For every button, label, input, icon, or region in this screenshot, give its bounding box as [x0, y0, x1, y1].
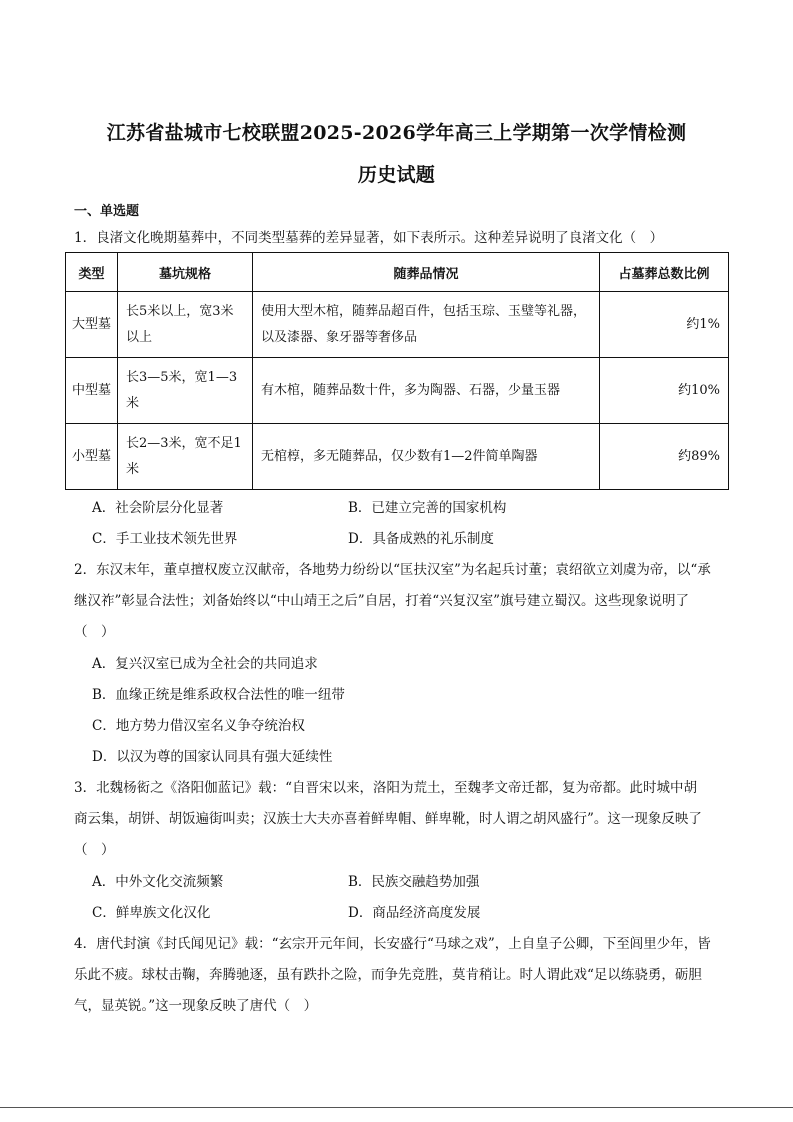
exam-subtitle: 历史试题 [357, 164, 436, 186]
q1-option-d[interactable]: D．具备成熟的礼乐制度 [348, 531, 494, 547]
q3-option-d[interactable]: D．商品经济高度发展 [348, 905, 481, 921]
q1-option-b[interactable]: B．已建立完善的国家机构 [348, 500, 507, 516]
table-cell-goods: 无棺椁，多无随葬品，仅少数有1—2件简单陶器 [253, 424, 600, 490]
table-row [66, 358, 729, 424]
table-row [66, 292, 729, 358]
q3-option-b[interactable]: B．民族交融趋势加强 [348, 874, 480, 890]
table-cell-size: 长2—3米，宽不足1米 [118, 424, 253, 490]
q2-option-c[interactable]: C．地方势力借汉室名义争夺统治权 [92, 718, 305, 734]
table-cell-type: 大型墓 [66, 292, 118, 358]
table-header-cell: 类型 [66, 253, 118, 292]
table-cell-ratio: 约10% [600, 358, 729, 424]
q2-option-d[interactable]: D．以汉为尊的国家认同具有强大延续性 [92, 749, 333, 765]
table-header-row [66, 253, 729, 292]
q3-option-a[interactable]: A．中外文化交流频繁 [92, 874, 224, 890]
q2-stem-line-2: 继汉祚”彰显合法性；刘备始终以“中山靖王之后”自居，打着“兴复汉室”旗号建立蜀汉。这些现象说明了 [74, 593, 690, 609]
q4-stem-line-3: 气，显英锐。”这一现象反映了唐代（ ） [74, 998, 318, 1014]
q4-stem-line-2: 乐此不疲。球杖击鞠，奔腾驰逐，虽有跌扑之险，而争先竞胜，莫肯稍让。时人谓此戏“足以练骁勇，砺胆 [74, 967, 702, 983]
section-heading: 一、单选题 [74, 204, 140, 219]
table-header-cell: 占墓葬总数比例 [600, 253, 729, 292]
table-cell-size: 长3—5米，宽1—3米 [118, 358, 253, 424]
q3-stem-line-1: 3．北魏杨衒之《洛阳伽蓝记》载：“自晋宋以来，洛阳为荒土，至魏孝文帝迁都，复为帝都。此时城中胡 [74, 780, 697, 796]
table-cell-type: 中型墓 [66, 358, 118, 424]
q1-option-c[interactable]: C．手工业技术领先世界 [92, 531, 238, 547]
table-header-cell: 墓坑规格 [118, 253, 253, 292]
table-cell-goods: 使用大型木棺，随葬品超百件，包括玉琮、玉璧等礼器，以及漆器、象牙器等奢侈品 [253, 292, 600, 358]
q2-stem-line-1: 2．东汉末年，董卓擅权废立汉献帝，各地势力纷纷以“匡扶汉室”为名起兵讨董；袁绍欲立刘虞为帝，以“承 [74, 562, 711, 578]
tomb-table [65, 252, 729, 490]
page-bottom-rule [0, 1107, 793, 1108]
q1-option-a[interactable]: A．社会阶层分化显著 [92, 500, 224, 516]
table-cell-goods: 有木棺，随葬品数十件，多为陶器、石器，少量玉器 [253, 358, 600, 424]
table-cell-type: 小型墓 [66, 424, 118, 490]
table-cell-ratio: 约89% [600, 424, 729, 490]
q3-stem-line-2: 商云集，胡饼、胡饭遍街叫卖；汉族士大夫亦喜着鲜卑帽、鲜卑靴，时人谓之胡风盛行”。这一现象反映了 [74, 811, 702, 827]
q3-stem-line-3: （ ） [74, 842, 115, 858]
table-row [66, 424, 729, 490]
q3-option-c[interactable]: C．鲜卑族文化汉化 [92, 905, 211, 921]
table-cell-size: 长5米以上，宽3米以上 [118, 292, 253, 358]
q2-option-a[interactable]: A．复兴汉室已成为全社会的共同追求 [92, 656, 318, 672]
table-header-cell: 随葬品情况 [253, 253, 600, 292]
exam-title: 江苏省盐城市七校联盟2025-2026学年高三上学期第一次学情检测 [106, 122, 687, 144]
q4-stem-line-1: 4．唐代封演《封氏闻见记》载：“玄宗开元年间，长安盛行“马球之戏”，上自皇子公卿，下至闾里少年，皆 [74, 936, 711, 952]
q2-stem-line-3: （ ） [74, 624, 115, 640]
table-cell-ratio: 约1% [600, 292, 729, 358]
q2-option-b[interactable]: B．血缘正统是维系政权合法性的唯一纽带 [92, 687, 345, 703]
q1-stem: 1．良渚文化晚期墓葬中，不同类型墓葬的差异显著，如下表所示。这种差异说明了良渚文化（ ） [74, 230, 664, 246]
